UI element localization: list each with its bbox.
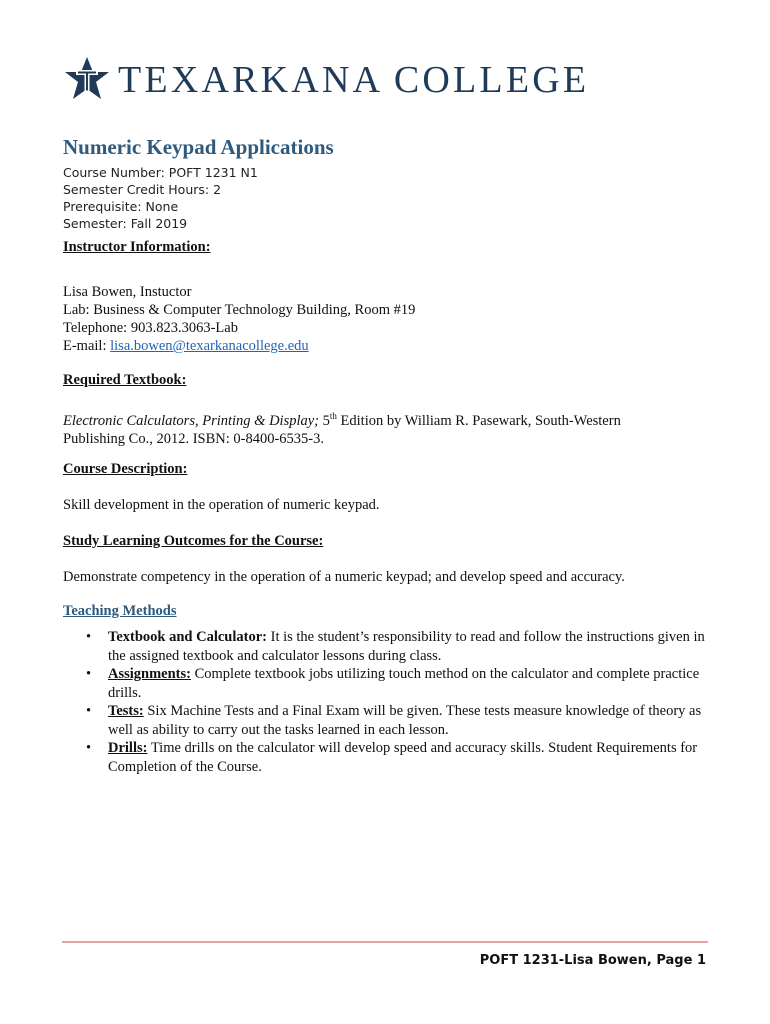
bullet-icon: • [86, 703, 92, 719]
list-item [86, 628, 716, 665]
list-item-label: Textbook and Calculator: [108, 629, 267, 645]
description-text: Skill development in the operation of numeric keypad. [63, 497, 380, 513]
instructor-email-line [63, 337, 415, 355]
college-logo [62, 54, 589, 106]
textbook-edition-num: 5 [319, 412, 330, 429]
bullet-icon: • [86, 629, 92, 645]
list-item-text: Time drills on the calculator will develop speed and accuracy skills. Student Requirements for Completion of the Course. [108, 740, 698, 775]
textbook-line-2: Publishing Co., 2012. ISBN: 0-8400-6535-3. [63, 430, 325, 447]
email-label: E-mail: [63, 338, 111, 354]
list-item-text: It is the student’s responsibility to read and follow the instructions given in the assigned textbook and calculator lessons during class. [108, 629, 705, 664]
instructor-block [63, 283, 415, 355]
list-item [86, 665, 716, 702]
list-item-text: Six Machine Tests and a Final Exam will be given. These tests measure knowledge of theory as well as ability to carry out the tasks learned in each lesson. [108, 703, 702, 738]
course-meta [63, 164, 258, 232]
list-item-text: Complete textbook jobs utilizing touch method on the calculator and complete practice drills. [108, 666, 700, 701]
credit-hours: Semester Credit Hours: 2 [63, 182, 222, 197]
instructor-lab: Lab: Business & Computer Technology Building, Room #19 [63, 302, 416, 318]
textbook-rest: Edition by William R. Pasewark, South-Western [336, 412, 621, 429]
course-title: Numeric Keypad Applications [63, 135, 334, 159]
textbook-text [63, 407, 621, 448]
course-number: Course Number: POFT 1231 N1 [63, 165, 258, 180]
list-item [86, 739, 716, 776]
outcomes-text: Demonstrate competency in the operation of a numeric keypad; and develop speed and accuracy. [63, 569, 625, 585]
list-item-label: Drills: [108, 740, 148, 756]
bullet-icon: • [86, 666, 92, 682]
list-item-label: Assignments: [108, 666, 191, 682]
teaching-methods-list [86, 628, 716, 776]
teaching-heading: Teaching Methods [63, 603, 177, 619]
list-item-label: Tests: [108, 703, 144, 719]
semester: Semester: Fall 2019 [63, 216, 188, 231]
bullet-icon: • [86, 740, 92, 756]
textbook-edition-sup: th [329, 411, 337, 421]
instructor-heading: Instructor Information: [63, 239, 211, 255]
college-name: TEXARKANA COLLEGE [118, 59, 590, 101]
college-star-logo-icon [62, 55, 112, 105]
description-heading: Course Description: [63, 461, 188, 477]
email-link[interactable]: lisa.bowen@texarkanacollege.edu [110, 338, 309, 354]
instructor-name: Lisa Bowen, Instuctor [63, 284, 192, 300]
instructor-telephone: Telephone: 903.823.3063-Lab [63, 320, 238, 336]
list-item [86, 702, 716, 739]
outcomes-heading: Study Learning Outcomes for the Course: [63, 533, 324, 549]
footer-divider [62, 941, 708, 943]
textbook-line-1 [63, 407, 621, 430]
prerequisite: Prerequisite: None [63, 199, 179, 214]
textbook-title: Electronic Calculators, Printing & Display; [63, 412, 320, 429]
textbook-heading: Required Textbook: [63, 372, 187, 388]
page-footer: POFT 1231-Lisa Bowen, Page 1 [479, 953, 706, 968]
